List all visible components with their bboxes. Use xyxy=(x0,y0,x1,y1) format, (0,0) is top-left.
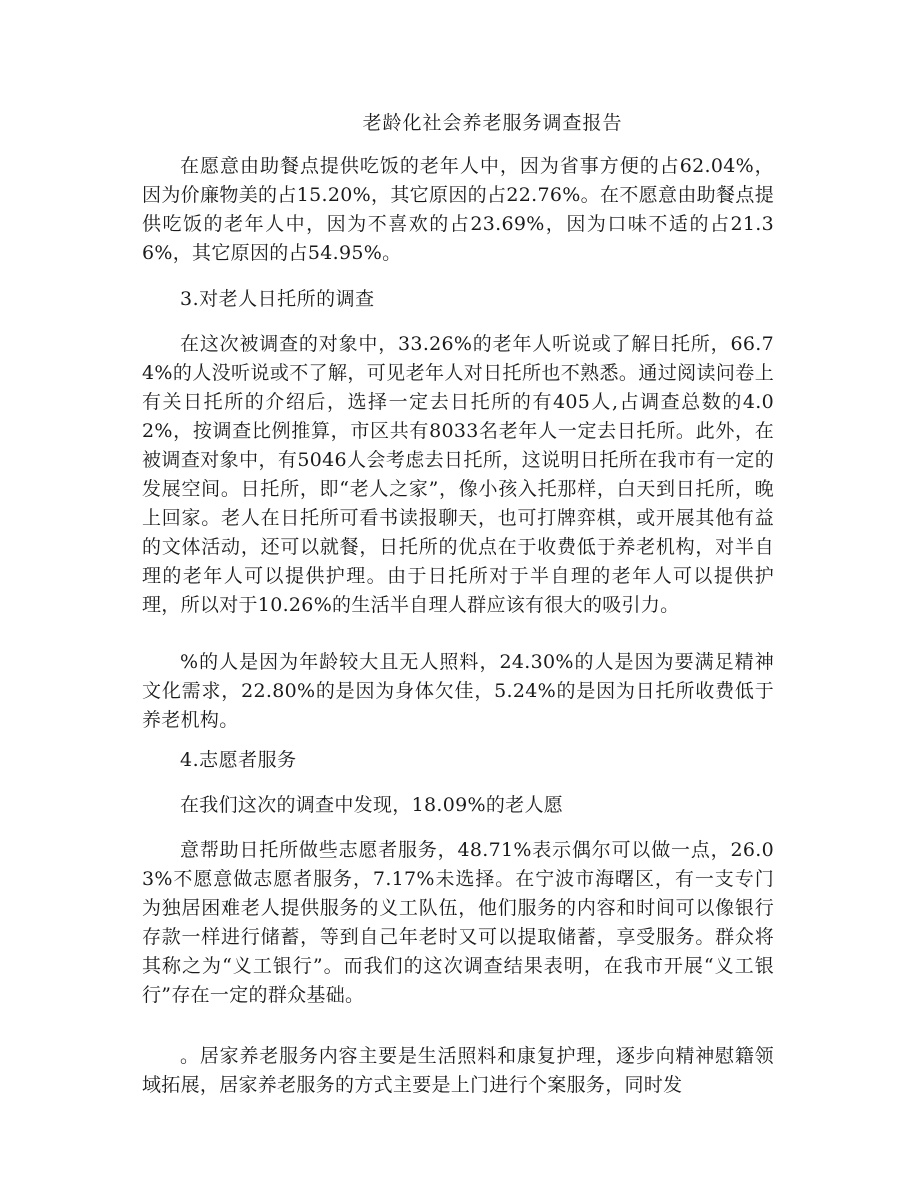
paragraph-meal-service: 在愿意由助餐点提供吃饭的老年人中，因为省事方便的占62.04%，因为价廉物美的占15.20%，其它原因的占22.76%。在不愿意由助餐点提供吃饭的老年人中，因为不喜欢的占23.69%，因为口味不适的占21.36%，其它原因的占54.95%。 xyxy=(142,155,774,264)
paragraph-day-care-survey: 在这次被调查的对象中，33.26%的老年人听说或了解日托所，66.74%的人没听说或不了解，可见老年人对日托所也不熟悉。通过阅读问卷上有关日托所的介绍后，选择一定去日托所的有405人,占调查总数的4.02%，按调查比例推算，市区共有8033名老年人一定去日托所。此外，在被调查对象中，有5046人会考虑去日托所，这说明日托所在我市有一定的发展空间。日托所，即“老人之家”，像小孩入托那样，白天到日托所，晚上回家。老人在日托所可看书读报聊天，也可打牌弈棋，或开展其他有益的文体活动，还可以就餐，日托所的优点在于收费低于养老机构，对半自理的老年人可以提供护理。由于日托所对于半自理的老年人可以提供护理，所以对于10.26%的生活半自理人群应该有很大的吸引力。 xyxy=(142,333,774,616)
paragraph-home-care: 。居家养老服务内容主要是生活照料和康复护理，逐步向精神慰籍领域拓展，居家养老服务的方式主要是上门进行个案服务，同时发 xyxy=(142,1045,774,1096)
document-title: 老龄化社会养老服务调查报告 xyxy=(362,112,623,134)
section-heading-day-care: 3.对老人日托所的调查 xyxy=(180,288,375,310)
paragraph-volunteer-intro: 在我们这次的调查中发现，18.09%的老人愿 xyxy=(180,794,564,816)
paragraph-volunteer-bank: 意帮助日托所做些志愿者服务，48.71%表示偶尔可以做一点，26.03%不愿意做志愿者服务，7.17%未选择。在宁波市海曙区，有一支专门为独居困难老人提供服务的义工队伍，他们服务的内容和时间可以像银行存款一样进行储蓄，等到自己年老时又可以提取储蓄，享受服务。群众将其称之为“义工银行”。而我们的这次调查结果表明，在我市开展“义工银行”存在一定的群众基础。 xyxy=(142,839,774,1006)
section-heading-volunteer: 4.志愿者服务 xyxy=(180,749,297,771)
paragraph-day-care-reasons: %的人是因为年龄较大且无人照料，24.30%的人是因为要满足精神文化需求，22.80%的是因为身体欠佳，5.24%的是因为日托所收费低于养老机构。 xyxy=(142,651,774,731)
